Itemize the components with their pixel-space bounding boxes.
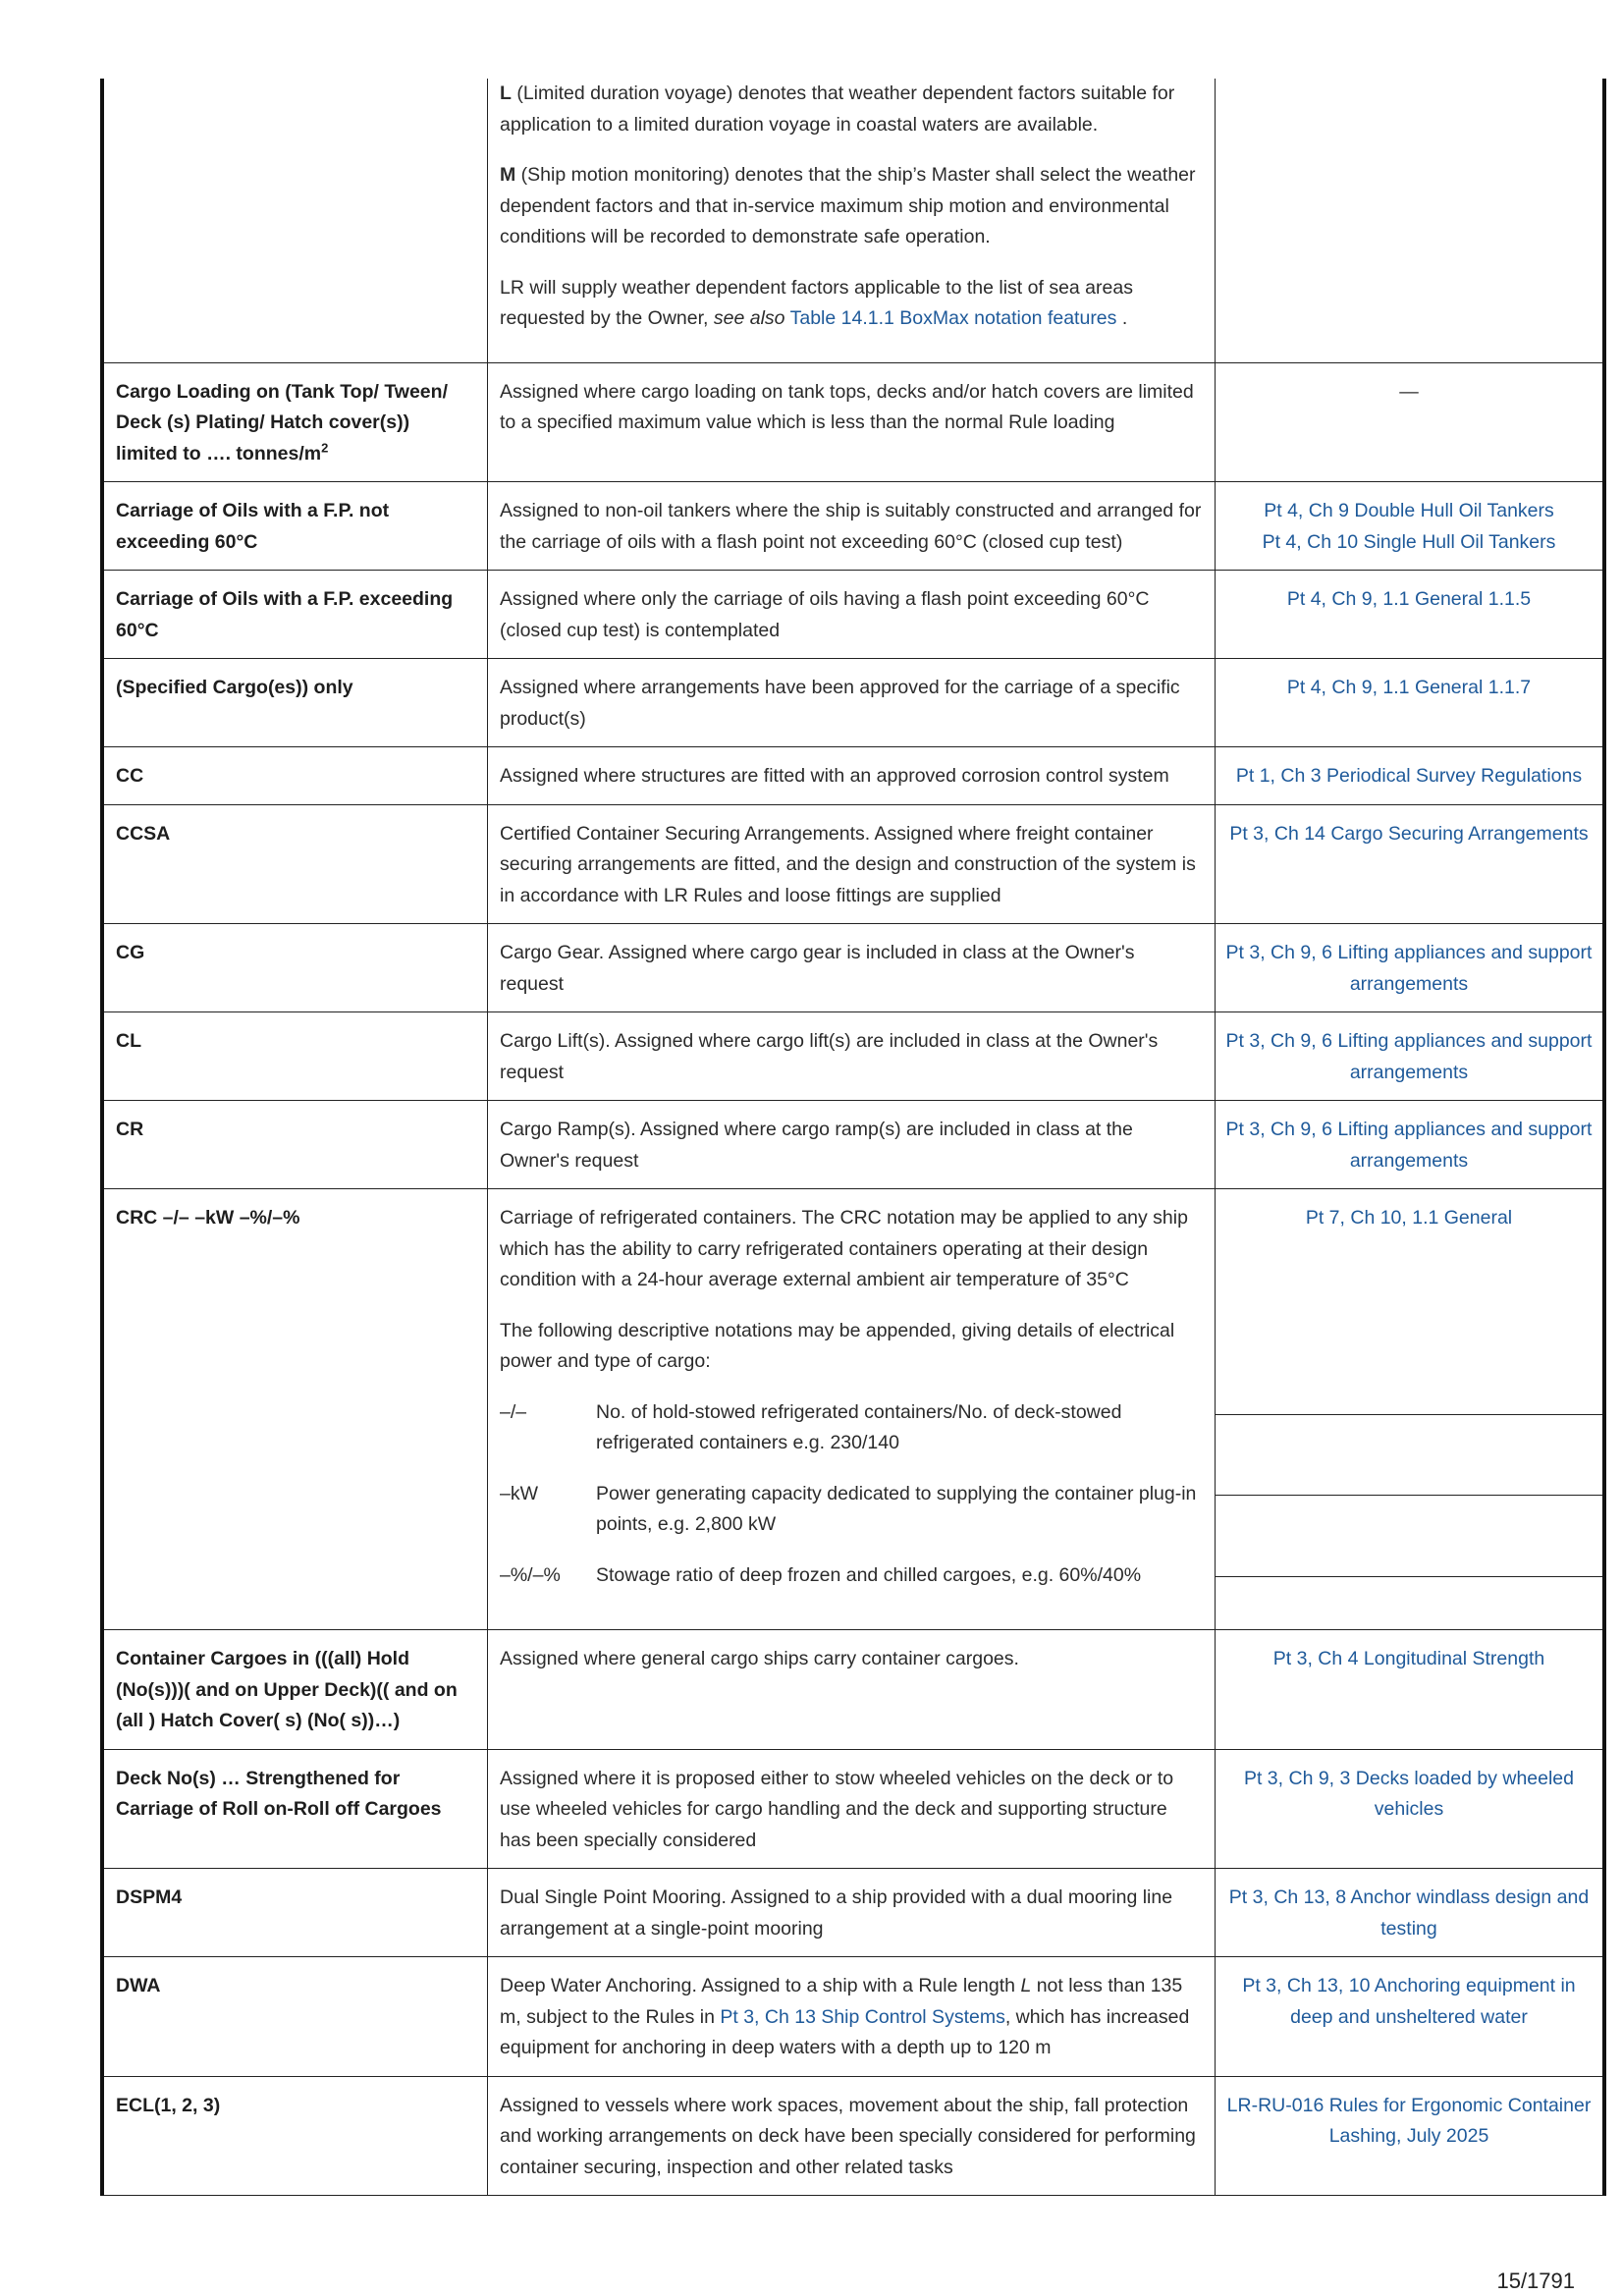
description-cell bbox=[488, 1189, 1216, 1630]
notation-cell bbox=[102, 362, 488, 482]
description-cell: Certified Container Securing Arrangements. Assigned where freight container securing arrangements are fitted, and the design and construction of the system is in accordance with LR Rules and loose fittings are supplied bbox=[488, 804, 1216, 924]
table-row bbox=[102, 362, 1604, 482]
reference-link[interactable]: Pt 7, Ch 10, 1.1 General bbox=[1305, 1207, 1513, 1229]
reference-segment bbox=[1216, 1415, 1602, 1496]
reference-link[interactable]: LR-RU-016 Rules for Ergonomic Container Lashing, July 2025 bbox=[1226, 2094, 1592, 2147]
description-cell: Assigned where it is proposed either to stow wheeled vehicles on the deck or to use wheeled vehicles for cargo handling and the deck and supporting structure has been specially considered bbox=[488, 1749, 1216, 1869]
reference-cell bbox=[1216, 1189, 1605, 1630]
crc-description: Carriage of refrigerated containers. The CRC notation may be applied to any ship which has the ability to carry refrigerated containers operating at their design condition with a 24-hour average external ambient air temperature of 35°C bbox=[500, 1207, 1188, 1290]
reference-cell bbox=[1216, 1101, 1605, 1189]
reference-link[interactable]: Pt 3, Ch 14 Cargo Securing Arrangements bbox=[1229, 822, 1589, 845]
crc-item-value: No. of hold-stowed refrigerated containers/No. of deck-stowed refrigerated containers e.g. 230/140 bbox=[596, 1400, 1122, 1453]
table-row bbox=[102, 1869, 1604, 1957]
reference-cell bbox=[1216, 1749, 1605, 1869]
description-cell: Assigned where cargo loading on tank tops, decks and/or hatch covers are limited to a specified maximum value which is less than the normal Rule loading bbox=[488, 362, 1216, 482]
reference-cell bbox=[1216, 659, 1605, 747]
reference-link[interactable]: Pt 1, Ch 3 Periodical Survey Regulations bbox=[1235, 765, 1583, 787]
notation-letter-m: M bbox=[500, 164, 516, 186]
description-cell: Assigned where only the carriage of oils having a flash point exceeding 60°C (closed cup test) is contemplated bbox=[488, 571, 1216, 659]
reference-link[interactable]: Pt 3, Ch 13, 8 Anchor windlass design and testing bbox=[1228, 1886, 1590, 1940]
notation-cell: DSPM4 bbox=[102, 1869, 488, 1957]
period: . bbox=[1116, 307, 1128, 329]
description-cell bbox=[488, 1957, 1216, 2077]
reference-cell bbox=[1216, 1012, 1605, 1101]
table-row bbox=[102, 79, 1604, 362]
notation-cell bbox=[102, 79, 488, 362]
description-cell: Assigned to non-oil tankers where the ship is suitably constructed and arranged for the carriage of oils with a flash point not exceeding 60°C (closed cup test) bbox=[488, 482, 1216, 571]
reference-link[interactable]: Pt 3, Ch 13, 10 Anchoring equipment in deep and unsheltered water bbox=[1242, 1975, 1576, 2028]
crc-item bbox=[500, 1397, 1203, 1459]
table-row bbox=[102, 1101, 1604, 1189]
notation-letter-l: L bbox=[500, 82, 512, 104]
reference-cell bbox=[1216, 924, 1605, 1012]
table-row bbox=[102, 1189, 1604, 1630]
description-cell: Cargo Gear. Assigned where cargo gear is included in class at the Owner's request bbox=[488, 924, 1216, 1012]
reference-cell bbox=[1216, 482, 1605, 571]
crc-appendix-intro: The following descriptive notations may be appended, giving details of electrical power and type of cargo: bbox=[500, 1319, 1175, 1372]
table-row bbox=[102, 804, 1604, 924]
notation-m-text: (Ship motion monitoring) denotes that the ship’s Master shall select the weather dependent factors and that in-service maximum ship motion and environmental conditions will be recorded to demonstrate safe operation. bbox=[500, 164, 1196, 247]
crc-item-key: –/– bbox=[500, 1400, 527, 1423]
superscript: 2 bbox=[321, 440, 329, 455]
crc-item bbox=[500, 1479, 1203, 1541]
table-row bbox=[102, 571, 1604, 659]
reference-link[interactable]: Pt 3, Ch 9, 3 Decks loaded by wheeled vehicles bbox=[1243, 1767, 1575, 1820]
reference-cell bbox=[1216, 747, 1605, 805]
notation-cell: CRC –/– –kW –%/–% bbox=[102, 1189, 488, 1630]
table-row bbox=[102, 2076, 1604, 2196]
reference-link[interactable]: Pt 4, Ch 9, 1.1 General 1.1.7 bbox=[1286, 677, 1532, 698]
reference-segment bbox=[1216, 1189, 1602, 1415]
reference-link[interactable]: Pt 3, Ch 9, 6 Lifting appliances and support arrangements bbox=[1225, 942, 1593, 995]
description-cell: Assigned where arrangements have been approved for the carriage of a specific product(s) bbox=[488, 659, 1216, 747]
description-cell: Assigned where general cargo ships carry container cargoes. bbox=[488, 1630, 1216, 1750]
reference-link[interactable]: Pt 4, Ch 9, 1.1 General 1.1.5 bbox=[1286, 588, 1532, 610]
notation-cell: CL bbox=[102, 1012, 488, 1101]
description-cell: Assigned to vessels where work spaces, movement about the ship, fall protection and working arrangements on deck have been specially considered for performing container securing, inspection and other related tasks bbox=[488, 2076, 1216, 2196]
notation-cell: ECL(1, 2, 3) bbox=[102, 2076, 488, 2196]
description-cell: Cargo Lift(s). Assigned where cargo lift(s) are included in class at the Owner's request bbox=[488, 1012, 1216, 1101]
reference-link[interactable]: Pt 4, Ch 9 Double Hull Oil Tankers bbox=[1264, 500, 1554, 521]
reference-segment bbox=[1216, 1577, 1602, 1629]
reference-segment bbox=[1216, 1496, 1602, 1577]
description-cell: Dual Single Point Mooring. Assigned to a ship provided with a dual mooring line arrangement at a single-point mooring bbox=[488, 1869, 1216, 1957]
crc-item-value: Stowage ratio of deep frozen and chilled cargoes, e.g. 60%/40% bbox=[596, 1563, 1142, 1586]
table-row bbox=[102, 482, 1604, 571]
notation-cell: CCSA bbox=[102, 804, 488, 924]
reference-cell bbox=[1216, 804, 1605, 924]
notation-cell: CC bbox=[102, 747, 488, 805]
crc-item-value: Power generating capacity dedicated to supplying the container plug-in points, e.g. 2,800 kW bbox=[596, 1482, 1197, 1535]
dwa-text: not less than 135 m, subject to the Rules in bbox=[500, 1975, 1183, 2028]
reference-cell bbox=[1216, 1630, 1605, 1750]
notation-cell: CR bbox=[102, 1101, 488, 1189]
reference-cell bbox=[1216, 1869, 1605, 1957]
description-cell: Assigned where structures are fitted with an approved corrosion control system bbox=[488, 747, 1216, 805]
crc-item-key: –%/–% bbox=[500, 1563, 561, 1586]
table-row bbox=[102, 659, 1604, 747]
reference-cell: — bbox=[1216, 362, 1605, 482]
reference-link[interactable]: Pt 3, Ch 9, 6 Lifting appliances and support arrangements bbox=[1225, 1030, 1593, 1083]
crc-item-key: –kW bbox=[500, 1482, 538, 1504]
table-row bbox=[102, 1012, 1604, 1101]
notation-cell: DWA bbox=[102, 1957, 488, 2077]
reference-cell bbox=[1216, 79, 1605, 362]
reference-link[interactable]: Pt 4, Ch 10 Single Hull Oil Tankers bbox=[1262, 530, 1556, 553]
notation-cell: (Specified Cargo(es)) only bbox=[102, 659, 488, 747]
dwa-text: , which has increased equipment for anchoring in deep waters with a depth up to 120 m bbox=[500, 2005, 1190, 2058]
table-row bbox=[102, 924, 1604, 1012]
table-row bbox=[102, 747, 1604, 805]
notation-cell: Carriage of Oils with a F.P. not exceeding 60°C bbox=[102, 482, 488, 571]
description-cell bbox=[488, 79, 1216, 362]
reference-cell bbox=[1216, 2076, 1605, 2196]
notation-cell: Deck No(s) … Strengthened for Carriage of Roll on-Roll off Cargoes bbox=[102, 1749, 488, 1869]
reference-cell bbox=[1216, 1957, 1605, 2077]
weather-text: LR will supply weather dependent factors applicable to the list of sea areas requested by the Owner, bbox=[500, 276, 1133, 329]
notation-cell: CG bbox=[102, 924, 488, 1012]
table-row bbox=[102, 1957, 1604, 2077]
notation-cell: Container Cargoes in (((all) Hold (No(s)))( and on Upper Deck)(( and on (all ) Hatch Cover( s) (No( s))…) bbox=[102, 1630, 488, 1750]
page-number: 15/1791 bbox=[1496, 2269, 1575, 2293]
notation-cell: Carriage of Oils with a F.P. exceeding 60°C bbox=[102, 571, 488, 659]
reference-cell bbox=[1216, 571, 1605, 659]
notation-name: Cargo Loading on (Tank Top/ Tween/ Deck (s) Plating/ Hatch cover(s)) limited to …. tonnes/m bbox=[116, 380, 448, 465]
table-row bbox=[102, 1749, 1604, 1869]
crc-item bbox=[500, 1560, 1203, 1592]
ship-control-systems-link[interactable]: Pt 3, Ch 13 Ship Control Systems bbox=[720, 2005, 1005, 2028]
see-also-text: see also bbox=[713, 307, 785, 329]
rule-length-symbol: L bbox=[1020, 1975, 1032, 1996]
description-cell: Cargo Ramp(s). Assigned where cargo ramp(s) are included in class at the Owner's request bbox=[488, 1101, 1216, 1189]
dwa-text: Deep Water Anchoring. Assigned to a ship with a Rule length bbox=[500, 1975, 1021, 1996]
reference-link[interactable]: Pt 3, Ch 9, 6 Lifting appliances and support arrangements bbox=[1225, 1119, 1593, 1172]
reference-link[interactable]: Pt 3, Ch 4 Longitudinal Strength bbox=[1272, 1648, 1545, 1669]
table-row bbox=[102, 1630, 1604, 1750]
boxmax-table-link[interactable]: Table 14.1.1 BoxMax notation features bbox=[789, 307, 1117, 329]
notation-table bbox=[100, 79, 1606, 2196]
notation-l-text: (Limited duration voyage) denotes that weather dependent factors suitable for application to a limited duration voyage in coastal waters are available. bbox=[500, 82, 1175, 136]
